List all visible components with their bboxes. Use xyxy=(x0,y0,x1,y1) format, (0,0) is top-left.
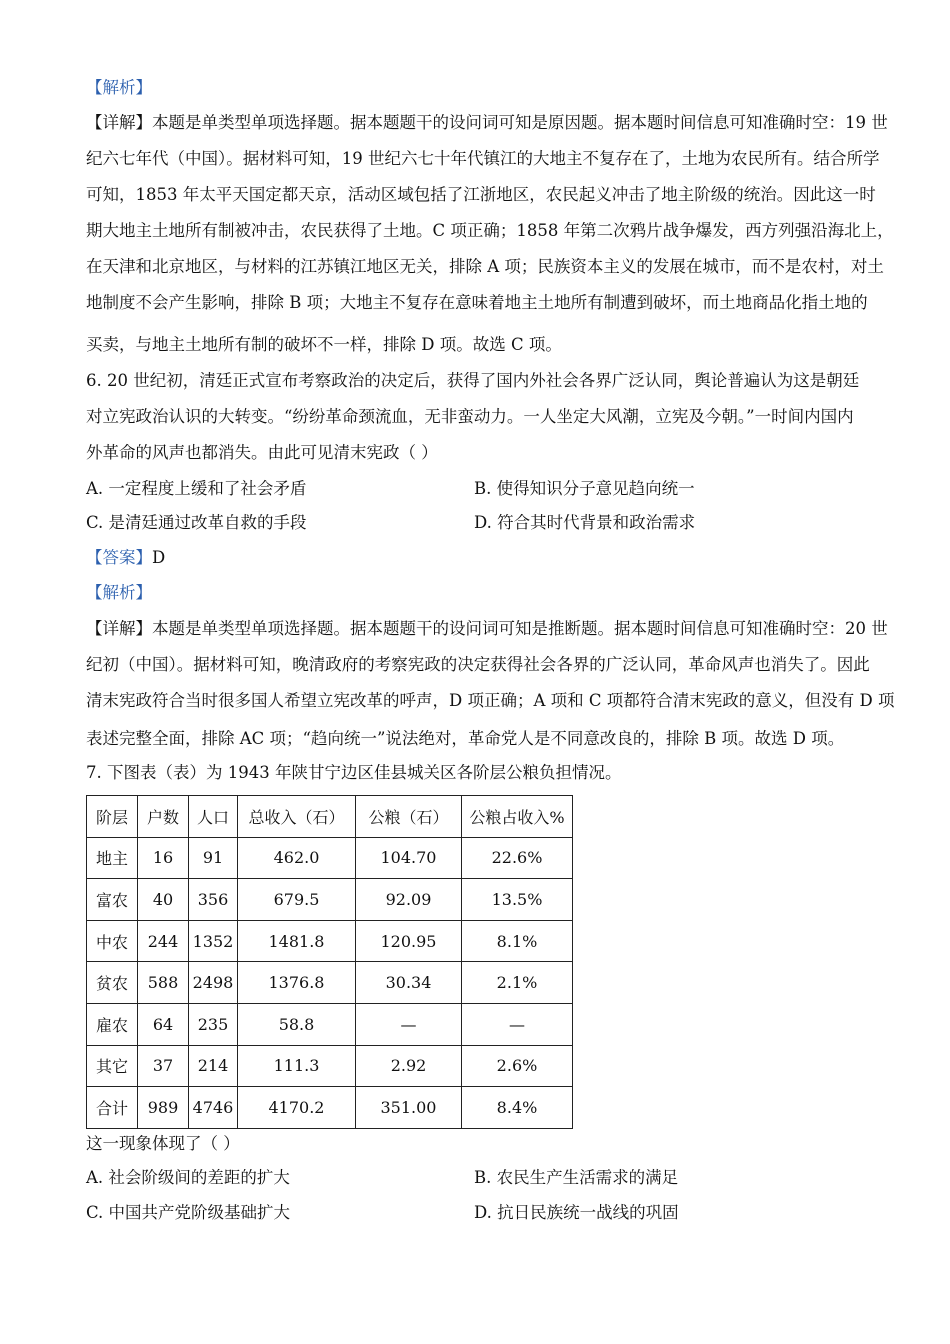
table-header-cell: 公粮占收入% xyxy=(462,796,573,838)
table-cell: 64 xyxy=(138,1003,189,1045)
analysis-detail-line: 地制度不会产生影响，排除 B 项；大地主不复存在意味着地主土地所有制遭到破坏，而土地商品化指土地的 xyxy=(86,293,868,312)
analysis-detail-line: 买卖，与地主土地所有制的破坏不一样，排除 D 项。故选 C 项。 xyxy=(86,335,562,354)
analysis-detail-line: 清末宪政符合当时很多国人希望立宪改革的呼声，D 项正确；A 项和 C 项都符合清末宪政的意义，但没有 D 项 xyxy=(86,691,895,710)
analysis-detail-line: 纪初（中国）。据材料可知，晚清政府的考察宪政的决定获得社会各界的广泛认同，革命风声也消失了。因此 xyxy=(86,655,870,674)
answer-value: D xyxy=(152,548,166,567)
table-cell: — xyxy=(356,1003,462,1045)
table-cell: 356 xyxy=(189,879,238,921)
table-cell: 16 xyxy=(138,837,189,879)
table-cell: 4746 xyxy=(189,1087,238,1129)
table-cell: 91 xyxy=(189,837,238,879)
table-cell: 13.5% xyxy=(462,879,573,921)
analysis-label: 【解析】 xyxy=(86,78,152,97)
table-cell: 其它 xyxy=(87,1045,138,1087)
table-cell: 8.1% xyxy=(462,920,573,962)
table-cell: 中农 xyxy=(87,920,138,962)
grain-burden-table xyxy=(86,795,573,1129)
table-cell: 40 xyxy=(138,879,189,921)
table-cell: 2.6% xyxy=(462,1045,573,1087)
option-d: D. 抗日民族统一战线的巩固 xyxy=(474,1203,679,1222)
table-row xyxy=(87,1045,573,1087)
question-stem: 7. 下图表（表）为 1943 年陕甘宁边区佳县城关区各阶层公粮负担情况。 xyxy=(86,763,622,782)
analysis-label: 【解析】 xyxy=(86,583,152,602)
option-c: C. 是清廷通过改革自救的手段 xyxy=(86,513,307,532)
analysis-detail-line: 期大地主土地所有制被冲击，农民获得了土地。C 项正确；1858 年第二次鸦片战争爆发，西方列强沿海北上， xyxy=(86,221,894,240)
analysis-detail-line: 纪六七年代（中国）。据材料可知，19 世纪六七十年代镇江的大地主不复存在了，土地为农民所有。结合所学 xyxy=(86,149,880,168)
question-prompt: 这一现象体现了（ ） xyxy=(86,1134,240,1153)
table-cell: 92.09 xyxy=(356,879,462,921)
table-cell: 30.34 xyxy=(356,962,462,1004)
table-cell: 贫农 xyxy=(87,962,138,1004)
table-cell: 1376.8 xyxy=(238,962,356,1004)
table-header-cell: 总收入（石） xyxy=(238,796,356,838)
table-cell: 地主 xyxy=(87,837,138,879)
table-cell: 8.4% xyxy=(462,1087,573,1129)
table-cell: 244 xyxy=(138,920,189,962)
analysis-detail-line: 可知，1853 年太平天国定都天京，活动区域包括了江浙地区，农民起义冲击了地主阶级的统治。因此这一时 xyxy=(86,185,876,204)
table-cell: 214 xyxy=(189,1045,238,1087)
option-a: A. 社会阶级间的差距的扩大 xyxy=(86,1168,290,1187)
table-row xyxy=(87,879,573,921)
option-d: D. 符合其时代背景和政治需求 xyxy=(474,513,696,532)
table-header-cell: 阶层 xyxy=(87,796,138,838)
table-cell: 22.6% xyxy=(462,837,573,879)
option-c: C. 中国共产党阶级基础扩大 xyxy=(86,1203,291,1222)
table-header-row xyxy=(87,796,573,838)
table-cell: 120.95 xyxy=(356,920,462,962)
table-row xyxy=(87,962,573,1004)
table-header-cell: 人口 xyxy=(189,796,238,838)
question-stem-line: 对立宪政治认识的大转变。“纷纷革命颈流血，无非蛮动力。一人坐定大风潮，立宪及今朝。”一时间内国内 xyxy=(86,407,854,426)
table-cell: 989 xyxy=(138,1087,189,1129)
analysis-detail-line: 【详解】本题是单类型单项选择题。据本题题干的设问词可知是推断题。据本题时间信息可知准确时空：20 世 xyxy=(86,619,888,638)
option-b: B. 使得知识分子意见趋向统一 xyxy=(474,479,695,498)
table-row xyxy=(87,1003,573,1045)
table-cell: 2.1% xyxy=(462,962,573,1004)
table-cell: 2498 xyxy=(189,962,238,1004)
table-cell: 111.3 xyxy=(238,1045,356,1087)
analysis-detail-line: 【详解】本题是单类型单项选择题。据本题题干的设问词可知是原因题。据本题时间信息可知准确时空：19 世 xyxy=(86,113,888,132)
table-header-cell: 户数 xyxy=(138,796,189,838)
table-row-total xyxy=(87,1087,573,1129)
table-cell: 富农 xyxy=(87,879,138,921)
analysis-detail-line: 在天津和北京地区，与材料的江苏镇江地区无关，排除 A 项；民族资本主义的发展在城市，而不是农村，对土 xyxy=(86,257,884,276)
answer-line xyxy=(86,548,165,568)
question-stem-line: 外革命的风声也都消失。由此可见清末宪政（ ） xyxy=(86,443,438,462)
table-cell: 1481.8 xyxy=(238,920,356,962)
table-row xyxy=(87,920,573,962)
analysis-detail-line: 表述完整全面，排除 AC 项；“趋向统一”说法绝对，革命党人是不同意改良的，排除 B 项。故选 D 项。 xyxy=(86,729,845,748)
table-cell: 588 xyxy=(138,962,189,1004)
table-cell: 4170.2 xyxy=(238,1087,356,1129)
table-cell: 462.0 xyxy=(238,837,356,879)
table-cell: 351.00 xyxy=(356,1087,462,1129)
table-cell: 104.70 xyxy=(356,837,462,879)
table-cell: — xyxy=(462,1003,573,1045)
table-row xyxy=(87,837,573,879)
option-b: B. 农民生产生活需求的满足 xyxy=(474,1168,679,1187)
table-cell: 2.92 xyxy=(356,1045,462,1087)
table-cell: 235 xyxy=(189,1003,238,1045)
table-cell: 1352 xyxy=(189,920,238,962)
table-cell: 58.8 xyxy=(238,1003,356,1045)
table-cell: 679.5 xyxy=(238,879,356,921)
table-header-cell: 公粮（石） xyxy=(356,796,462,838)
table-cell: 雇农 xyxy=(87,1003,138,1045)
question-stem-line: 6. 20 世纪初，清廷正式宣布考察政治的决定后，获得了国内外社会各界广泛认同，舆论普遍认为这是朝廷 xyxy=(86,371,860,390)
table-cell: 37 xyxy=(138,1045,189,1087)
option-a: A. 一定程度上缓和了社会矛盾 xyxy=(86,479,307,498)
answer-label: 【答案】 xyxy=(86,548,152,567)
table-cell: 合计 xyxy=(87,1087,138,1129)
